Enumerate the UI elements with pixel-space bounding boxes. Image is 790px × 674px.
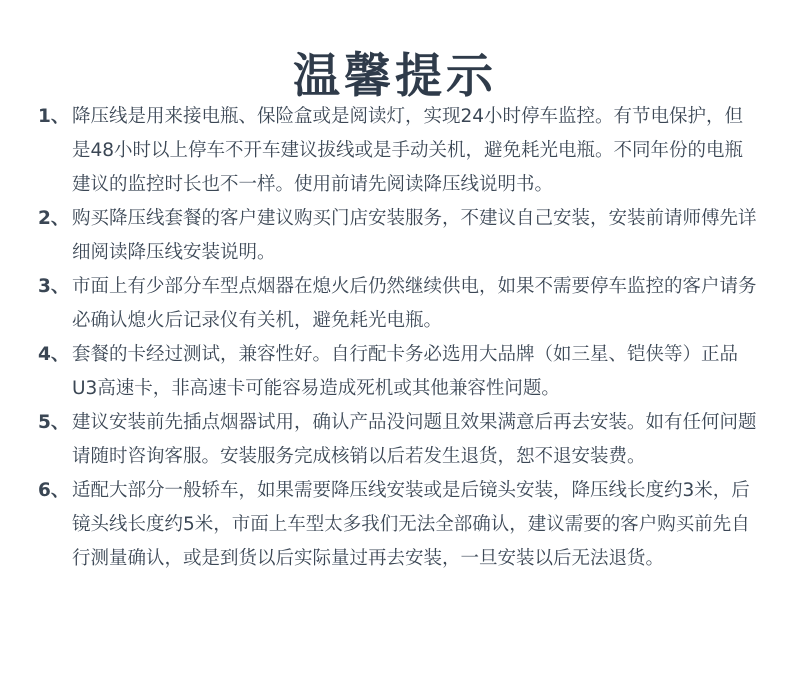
notice-text: 建议安装前先插点烟器试用，确认产品没问题且效果满意后再去安装。如有任何问题请随时咨询客服。安装服务完成核销以后若发生退货，恕不退安装费。 [72,412,757,467]
page-title: 温馨提示 [293,49,497,105]
notice-text: 市面上有少部分车型点烟器在熄火后仍然继续供电，如果不需要停车监控的客户请务必确认熄火后记录仪有关机，避免耗光电瓶。 [72,276,757,331]
notice-text: 套餐的卡经过测试，兼容性好。自行配卡务必选用大品牌（如三星、铠侠等）正品U3高速卡，非高速卡可能容易造成死机或其他兼容性问题。 [72,344,739,399]
notice-item-2 [38,202,758,270]
notice-item-3 [38,270,758,338]
notice-number: 1、 [38,106,70,127]
notice-number: 5、 [38,412,70,433]
notice-number: 3、 [38,276,70,297]
notice-number: 2、 [38,208,70,229]
notice-list [38,100,758,576]
notice-item-5 [38,406,758,474]
notice-number: 4、 [38,344,70,365]
notice-item-6 [38,474,758,576]
notice-text: 购买降压线套餐的客户建议购买门店安装服务，不建议自己安装，安装前请师傅先详细阅读降压线安装说明。 [72,208,757,263]
notice-number: 6、 [38,480,70,501]
notice-text: 适配大部分一般轿车，如果需要降压线安装或是后镜头安装，降压线长度约3米，后镜头线长度约5米，市面上车型太多我们无法全部确认，建议需要的客户购买前先自行测量确认，或是到货以后实际量过再去安装，一旦安装以后无法退货。 [72,480,750,569]
notice-item-1 [38,100,758,202]
notice-text: 降压线是用来接电瓶、保险盒或是阅读灯，实现24小时停车监控。有节电保护，但是48小时以上停车不开车建议拔线或是手动关机，避免耗光电瓶。不同年份的电瓶建议的监控时长也不一样。使用前请先阅读降压线说明书。 [72,106,744,195]
notice-item-4 [38,338,758,406]
